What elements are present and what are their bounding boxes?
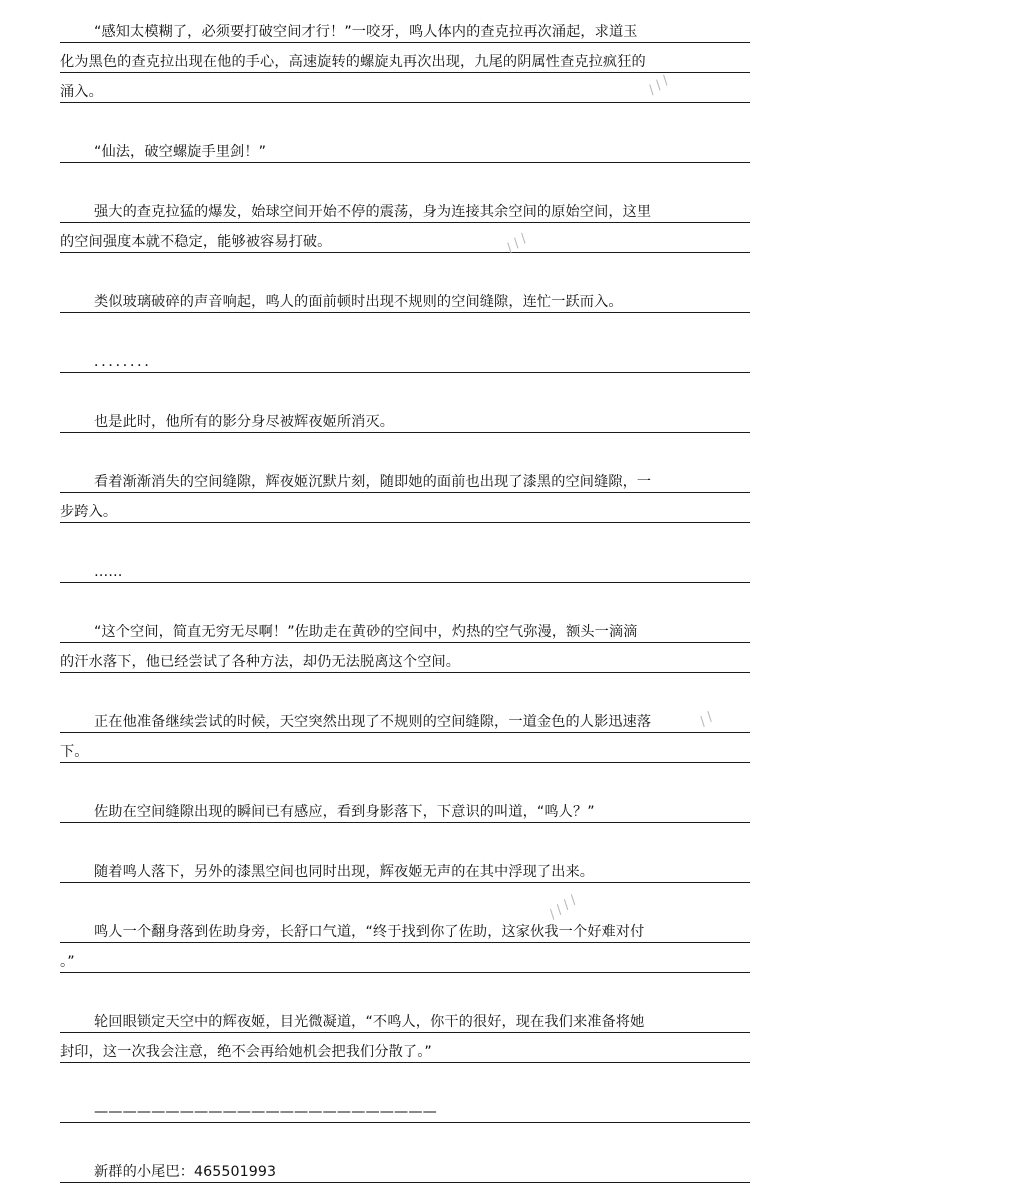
line-text: “感知太模糊了，必须要打破空间才行！”一咬牙，鸣人体内的查克拉再次涌起，求道玉 xyxy=(94,24,638,40)
watermark-mark: ∕ ∕ ∕ ∕ xyxy=(546,892,580,923)
separator-line xyxy=(60,1093,750,1123)
text-line xyxy=(60,703,750,733)
text-line xyxy=(60,343,750,373)
line-text: 看着渐渐消失的空间缝隙，辉夜姬沉默片刻，随即她的面前也出现了漆黑的空间缝隙，一 xyxy=(94,474,652,490)
line-text: 强大的查克拉猛的爆发，始球空间开始不停的震荡，身为连接其余空间的原始空间，这里 xyxy=(94,204,652,220)
watermark-mark: ∕ ∕ ∕ xyxy=(645,73,672,98)
line-text: 佐助在空间缝隙出现的瞬间已有感应，看到身影落下，下意识的叫道，“鸣人？” xyxy=(94,804,595,820)
line-text: 的空间强度本就不稳定，能够被容易打破。 xyxy=(60,234,332,250)
line-text: 涌入。 xyxy=(60,84,103,100)
line-text: 类似玻璃破碎的声音响起，鸣人的面前顿时出现不规则的空间缝隙，连忙一跃而入。 xyxy=(94,294,623,310)
text-line xyxy=(60,643,750,673)
text-line xyxy=(60,613,750,643)
text-line xyxy=(60,1153,750,1183)
line-text: 封印，这一次我会注意，绝不会再给她机会把我们分散了。” xyxy=(60,1044,432,1060)
text-line xyxy=(60,733,750,763)
text-line xyxy=(60,1003,750,1033)
text-line xyxy=(60,943,750,973)
text-line xyxy=(60,43,750,73)
text-line xyxy=(60,403,750,433)
line-text: 随着鸣人落下，另外的漆黑空间也同时出现，辉夜姬无声的在其中浮现了出来。 xyxy=(94,864,595,880)
line-text: 步跨入。 xyxy=(60,504,118,520)
text-line xyxy=(60,853,750,883)
line-text: 下。 xyxy=(60,744,89,760)
line-text: 正在他准备继续尝试的时候，天空突然出现了不规则的空间缝隙，一道金色的人影迅速落 xyxy=(94,714,652,730)
text-line xyxy=(60,1033,750,1063)
line-text: ．．．．．．．． xyxy=(94,354,159,370)
text-line xyxy=(60,13,750,43)
line-text: 鸣人一个翻身落到佐助身旁，长舒口气道，“终于找到你了佐助，这家伙我一个好难对付 xyxy=(94,924,645,940)
text-line xyxy=(60,283,750,313)
text-line xyxy=(60,793,750,823)
watermark-mark: ∕ ∕ xyxy=(696,709,717,730)
text-line xyxy=(60,133,750,163)
group-number-text: 新群的小尾巴：465501993 xyxy=(94,1164,277,1180)
text-line xyxy=(60,463,750,493)
line-text: 轮回眼锁定天空中的辉夜姬，目光微凝道，“不鸣人，你干的很好，现在我们来准备将她 xyxy=(94,1014,645,1030)
separator-text: ———————————————————————— xyxy=(94,1104,437,1120)
line-text: 。” xyxy=(60,954,75,970)
text-line xyxy=(60,913,750,943)
line-text: 的汗水落下，他已经尝试了各种方法，却仍无法脱离这个空间。 xyxy=(60,654,461,670)
text-line xyxy=(60,223,750,253)
line-text: “仙法，破空螺旋手里剑！” xyxy=(94,144,267,160)
line-text: 化为黑色的查克拉出现在他的手心，高速旋转的螺旋丸再次出现，九尾的阴属性查克拉疯狂的 xyxy=(60,54,646,70)
watermark-mark: ∕ ∕ ∕ xyxy=(503,231,530,256)
line-text: …… xyxy=(94,564,123,580)
text-line xyxy=(60,193,750,223)
text-line xyxy=(60,553,750,583)
line-text: “这个空间，简直无穷无尽啊！”佐助走在黄砂的空间中，灼热的空气弥漫，额头一滴滴 xyxy=(94,624,638,640)
text-line xyxy=(60,493,750,523)
line-text: 也是此时，他所有的影分身尽被辉夜姬所消灭。 xyxy=(94,414,395,430)
